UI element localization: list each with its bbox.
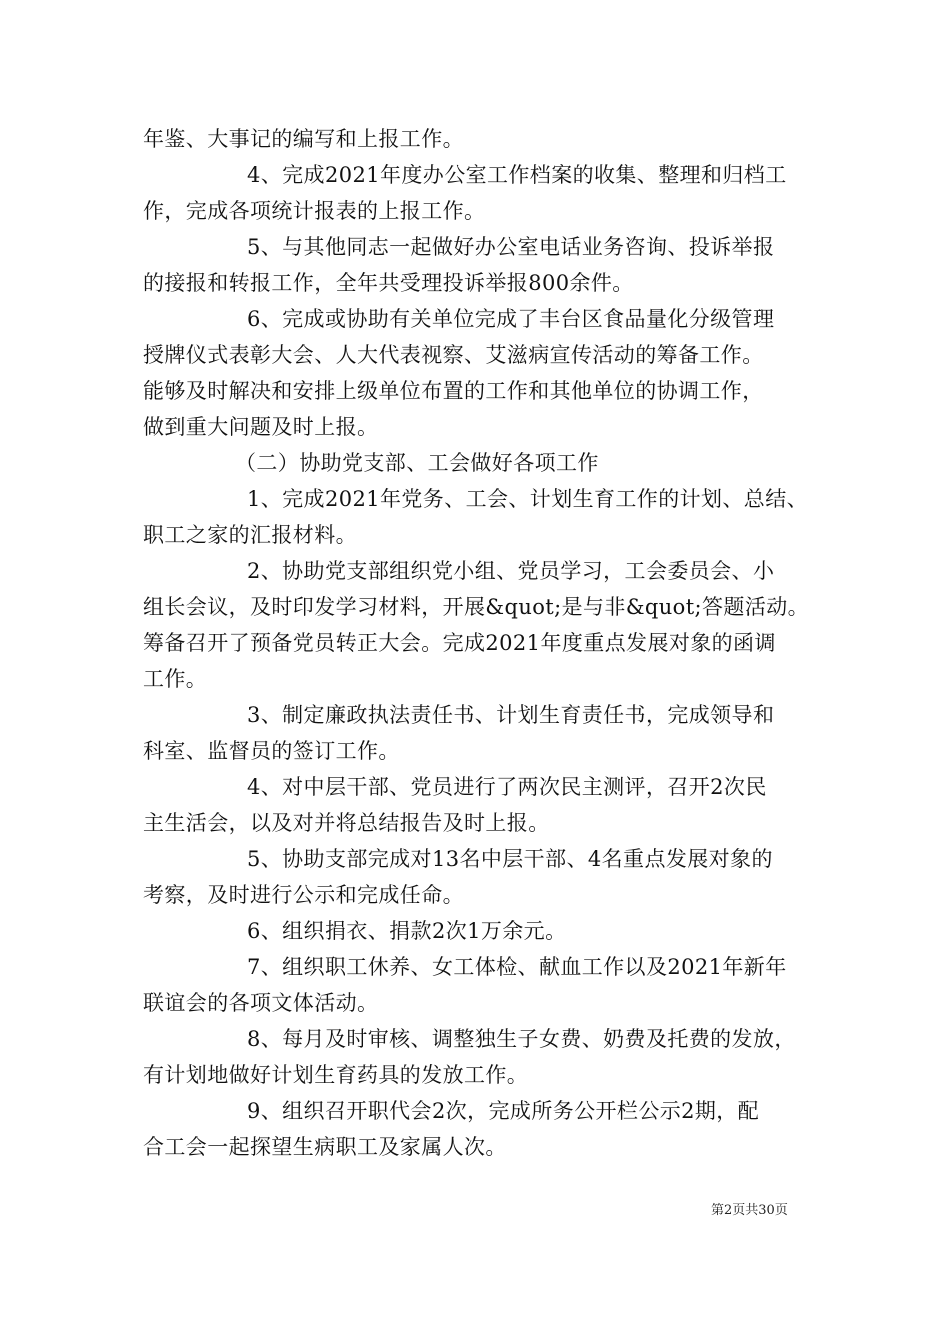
section-heading: （二）协助党支部、工会做好各项工作 xyxy=(235,451,599,475)
text-line: 年鉴、大事记的编写和上报工作。 xyxy=(143,127,464,151)
text-line: 能够及时解决和安排上级单位布置的工作和其他单位的协调工作， xyxy=(143,379,764,403)
document-body xyxy=(143,121,813,1165)
list-item-2: 2、协助党支部组织党小组、党员学习，工会委员会、小 xyxy=(247,559,775,583)
text-line: 合工会一起探望生病职工及家属人次。 xyxy=(143,1135,507,1159)
text-line: 职工之家的汇报材料。 xyxy=(143,523,357,547)
text-line: 组长会议，及时印发学习材料，开展&quot;是与非&quot;答题活动。 xyxy=(143,595,810,619)
text-line: 授牌仪式表彰大会、人大代表视察、艾滋病宣传活动的筹备工作。 xyxy=(143,343,764,367)
text-line: 考察，及时进行公示和完成任命。 xyxy=(143,883,464,907)
text-line: 有计划地做好计划生育药具的发放工作。 xyxy=(143,1063,529,1087)
text-line: 科室、监督员的签订工作。 xyxy=(143,739,400,763)
list-item-5: 5、与其他同志一起做好办公室电话业务咨询、投诉举报 xyxy=(247,235,775,259)
list-item-4: 4、完成2021年度办公室工作档案的收集、整理和归档工 xyxy=(247,163,787,187)
list-item-5b: 5、协助支部完成对13名中层干部、4名重点发展对象的 xyxy=(247,847,773,871)
page-number: 第2页共30页 xyxy=(711,1203,788,1218)
text-line: 的接报和转报工作，全年共受理投诉举报800余件。 xyxy=(143,271,634,295)
list-item-6b: 6、组织捐衣、捐款2次1万余元。 xyxy=(247,919,567,943)
list-item-4b: 4、对中层干部、党员进行了两次民主测评，召开2次民 xyxy=(247,775,767,799)
list-item-9: 9、组织召开职代会2次，完成所务公开栏公示2期，配 xyxy=(247,1099,760,1123)
text-line: 作，完成各项统计报表的上报工作。 xyxy=(143,199,486,223)
text-line: 筹备召开了预备党员转正大会。完成2021年度重点发展对象的函调 xyxy=(143,631,776,655)
list-item-7: 7、组织职工休养、女工体检、献血工作以及2021年新年 xyxy=(247,955,787,979)
text-line: 联谊会的各项文体活动。 xyxy=(143,991,379,1015)
text-line: 主生活会，以及对并将总结报告及时上报。 xyxy=(143,811,550,835)
list-item-8: 8、每月及时审核、调整独生子女费、奶费及托费的发放， xyxy=(247,1027,796,1051)
text-line: 工作。 xyxy=(143,667,208,691)
list-item-3: 3、制定廉政执法责任书、计划生育责任书，完成领导和 xyxy=(247,703,775,727)
text-line: 做到重大问题及时上报。 xyxy=(143,415,379,439)
list-item-1: 1、完成2021年党务、工会、计划生育工作的计划、总结、 xyxy=(247,487,809,511)
list-item-6: 6、完成或协助有关单位完成了丰台区食品量化分级管理 xyxy=(247,307,775,331)
